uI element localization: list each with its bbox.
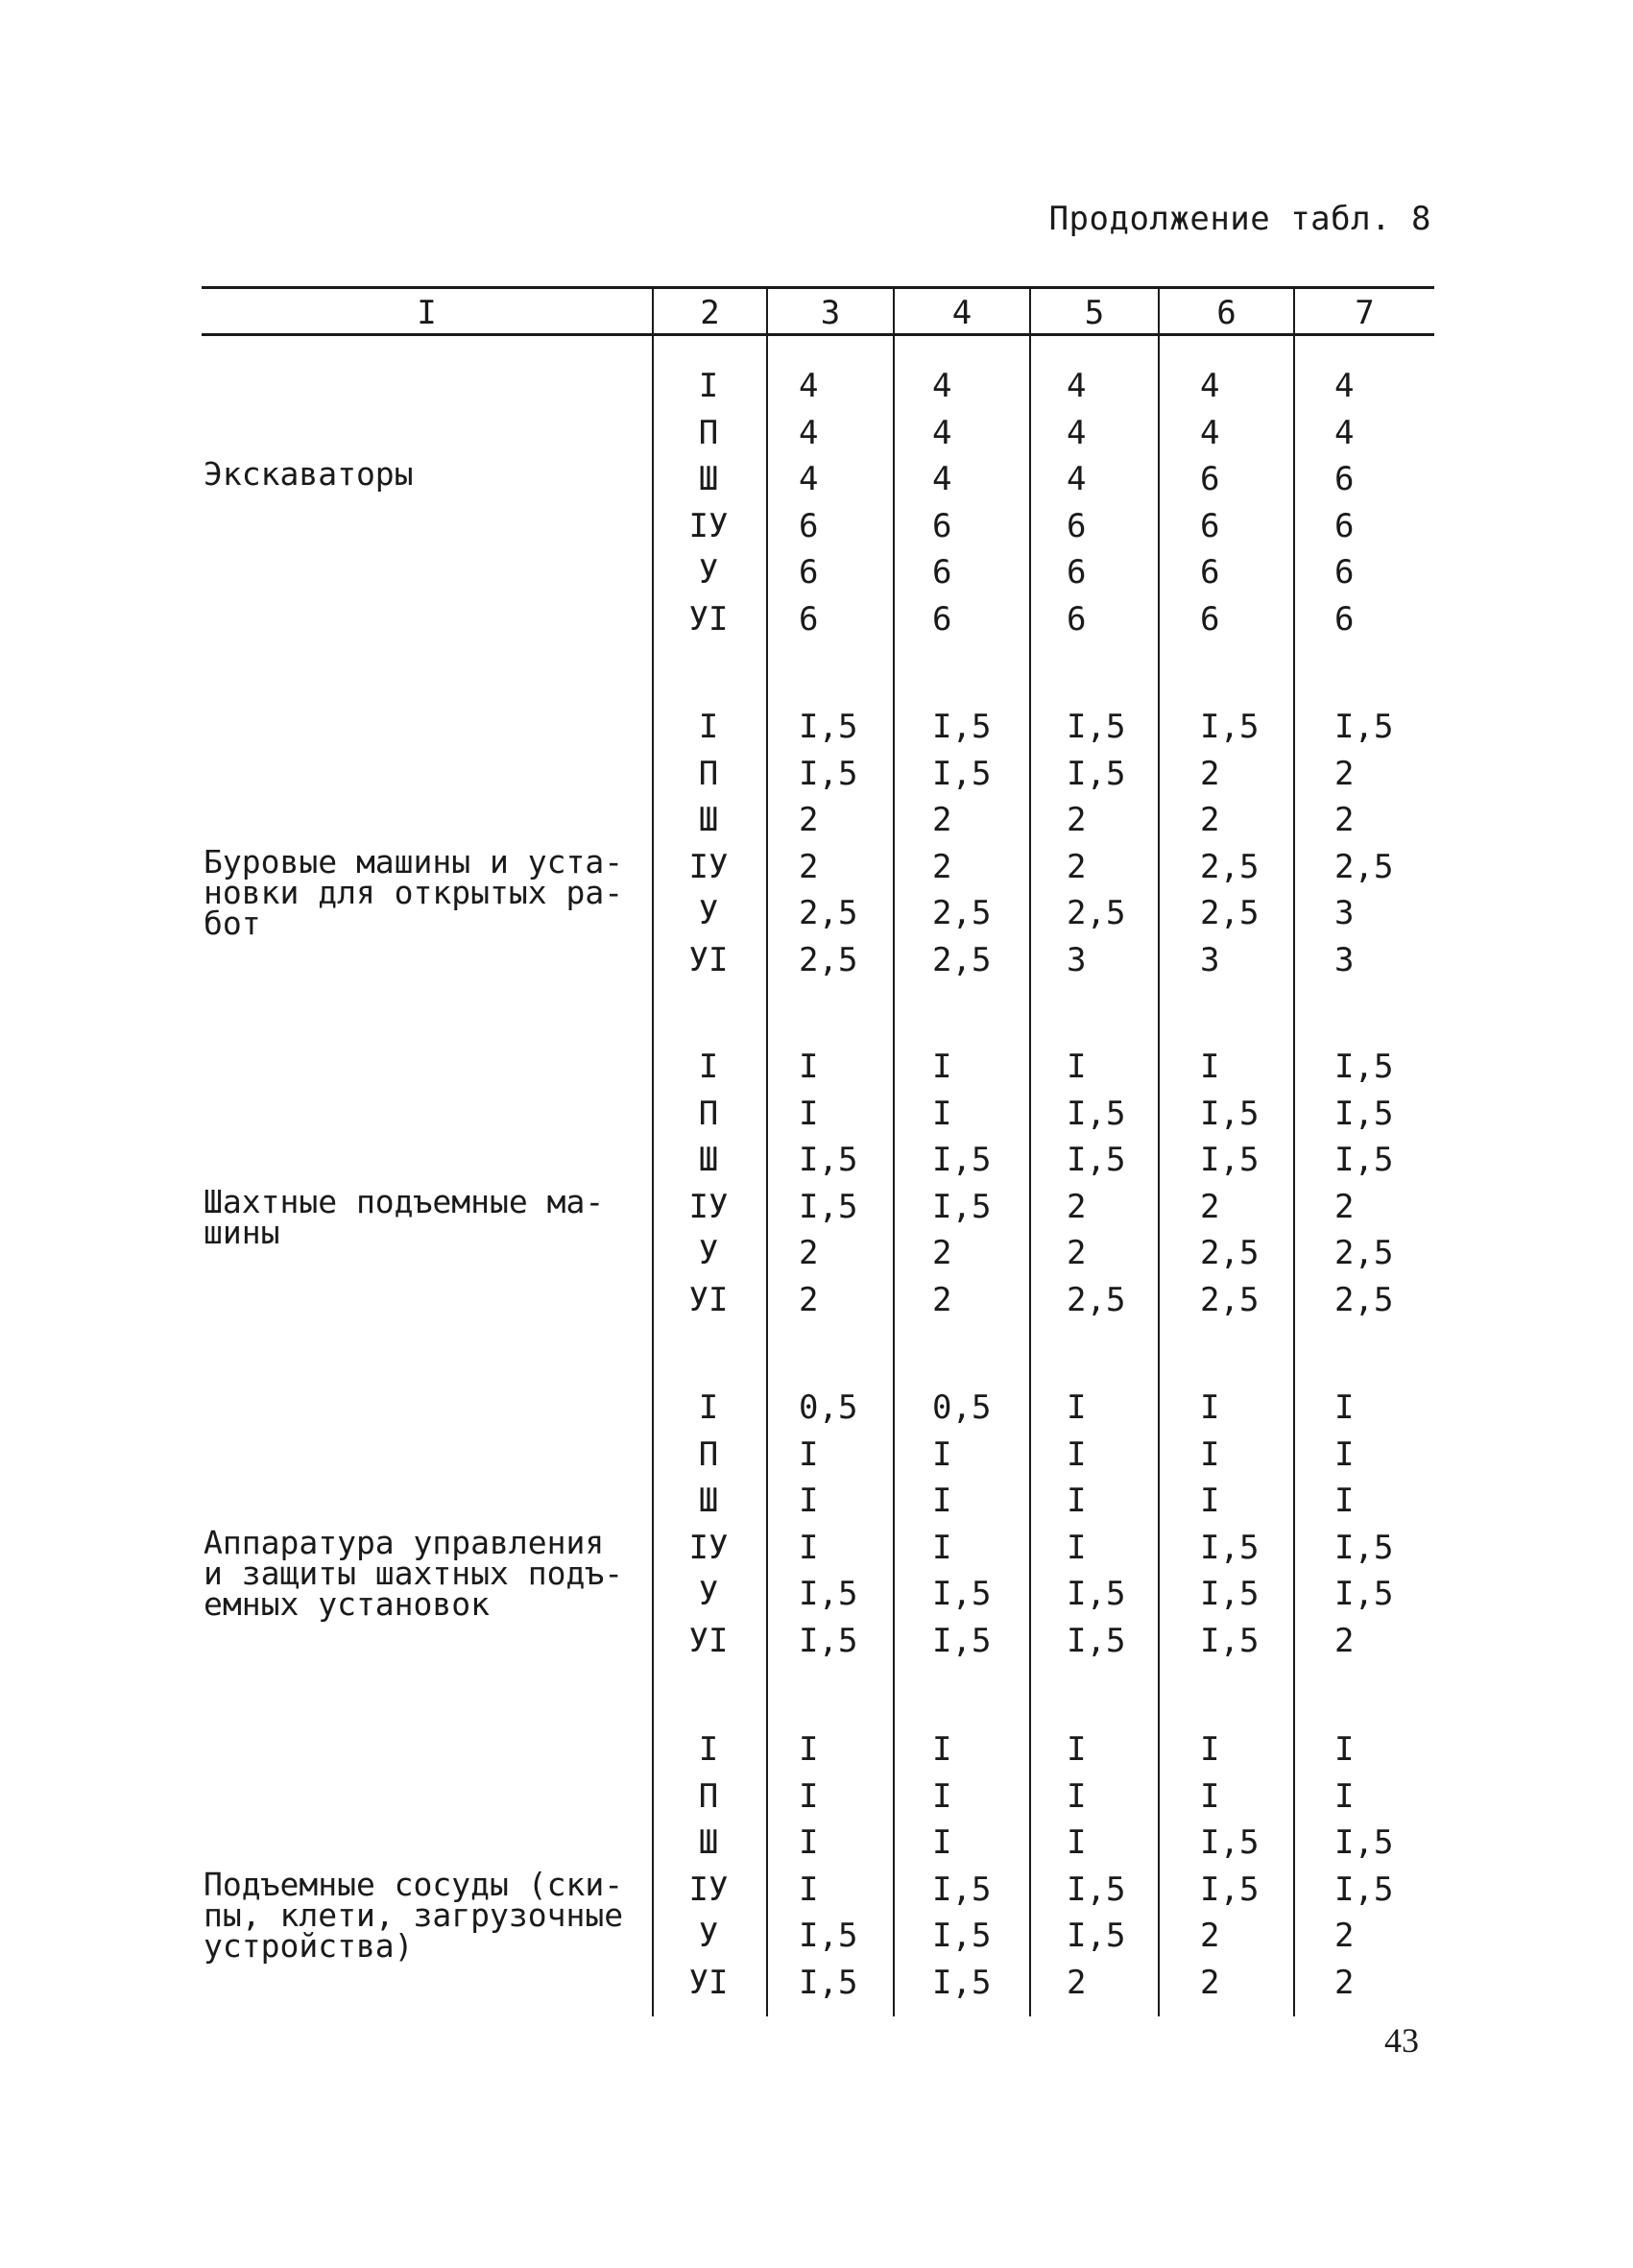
table-cell: 2 [1200, 1187, 1220, 1226]
row-category: УI [688, 941, 729, 979]
table-cell: I [1067, 1435, 1087, 1474]
row-category: УI [688, 1281, 729, 1319]
table-cell: 2 [1200, 801, 1220, 840]
table-cell: 6 [799, 506, 819, 545]
table-cell: 2 [932, 1234, 952, 1273]
table-cell: 6 [1067, 600, 1087, 639]
row-category: УI [688, 1622, 729, 1660]
table-cell: I,5 [799, 1622, 858, 1660]
table-cell: I,5 [1067, 754, 1126, 793]
table-cell: I,5 [932, 708, 992, 746]
table-cell: 3 [1334, 941, 1355, 979]
column-divider [652, 288, 654, 2016]
table-cell: 6 [1200, 460, 1220, 499]
table-cell: 3 [1334, 894, 1355, 933]
column-divider [1293, 288, 1295, 2016]
table-cell: I [1334, 1730, 1355, 1769]
row-category: П [698, 1094, 719, 1133]
page-number: 43 [1384, 2021, 1419, 2060]
table-cell: I,5 [932, 754, 992, 793]
row-category: IУ [688, 1528, 729, 1567]
table-cell: 6 [932, 600, 952, 639]
column-divider [893, 288, 895, 2016]
table-cell: I,5 [1067, 1870, 1126, 1909]
table-cell: 2 [932, 847, 952, 886]
table-cell: 4 [1334, 367, 1355, 405]
table-cell: I [932, 1482, 952, 1521]
table-top-rule [202, 286, 1434, 289]
table-cell: I,5 [1067, 1094, 1126, 1133]
table-cell: 4 [1067, 367, 1087, 405]
column-divider [1158, 288, 1160, 2016]
row-category: Ш [698, 1482, 719, 1521]
table-cell: 0,5 [932, 1388, 992, 1427]
column-header-6: 6 [1216, 294, 1237, 332]
table-cell: 4 [799, 367, 819, 405]
column-header-5: 5 [1084, 294, 1105, 332]
row-category: У [698, 894, 719, 933]
table-cell: I [1200, 1776, 1220, 1816]
table-cell: 6 [1334, 460, 1355, 499]
table-cell: 2,5 [932, 941, 992, 979]
table-cell: I [932, 1776, 952, 1816]
row-category: П [698, 413, 719, 452]
table-cell: 2 [1200, 754, 1220, 793]
table-cell: I [1200, 1048, 1220, 1086]
table-cell: I [1200, 1388, 1220, 1427]
row-category: IУ [688, 1870, 729, 1909]
table-cell: 2,5 [1334, 847, 1394, 886]
table-cell: I [932, 1048, 952, 1086]
table-cell: 2,5 [799, 941, 858, 979]
table-cell: 2 [1200, 1917, 1220, 1956]
table-cell: 2 [932, 1281, 952, 1319]
table-cell: 2 [1334, 1917, 1355, 1956]
table-cell: I [799, 1730, 819, 1769]
table-cell: I,5 [799, 1141, 858, 1180]
table-cell: I [799, 1482, 819, 1521]
table-cell: I [1067, 1823, 1087, 1863]
table-cell: I [1334, 1482, 1355, 1521]
row-category: I [698, 1730, 719, 1769]
table-cell: 3 [1200, 941, 1220, 979]
table-cell: I [1334, 1435, 1355, 1474]
table-cell: I [932, 1528, 952, 1567]
table-cell: I,5 [1200, 1575, 1260, 1614]
table-cell: I,5 [1200, 1622, 1260, 1660]
table-cell: 6 [1334, 553, 1355, 592]
table-cell: I [1067, 1048, 1087, 1086]
table-cell: 6 [1067, 553, 1087, 592]
equipment-group-name: Подъемные сосуды (ски- пы, клети, загрузочные устройства) [204, 1865, 624, 1965]
row-category: Ш [698, 460, 719, 499]
row-category: IУ [688, 1187, 729, 1226]
table-cell: 4 [932, 460, 952, 499]
table-cell: I,5 [1067, 708, 1126, 746]
table-cell: I [1067, 1388, 1087, 1427]
table-cell: I,5 [799, 754, 858, 793]
table-cell: I,5 [1334, 1870, 1394, 1909]
table-cell: 4 [799, 413, 819, 452]
table-cell: I [1067, 1730, 1087, 1769]
row-category: IУ [688, 847, 729, 886]
row-category: УI [688, 1964, 729, 2002]
column-header-3: 3 [820, 294, 841, 332]
table-cell: I [1067, 1528, 1087, 1567]
table-cell: 2 [1067, 1234, 1087, 1273]
table-cell: 4 [1067, 413, 1087, 452]
table-cell: 6 [1200, 553, 1220, 592]
equipment-group-name: Шахтные подъемные ма- шины [204, 1182, 605, 1251]
table-cell: 2 [1334, 1964, 1355, 2002]
table-cell: 6 [1200, 600, 1220, 639]
table-cell: I [932, 1435, 952, 1474]
table-cell: 4 [1200, 413, 1220, 452]
table-cell: I,5 [1200, 1870, 1260, 1909]
table-cell: 6 [1200, 506, 1220, 545]
table-cell: 6 [932, 553, 952, 592]
row-category: Ш [698, 1823, 719, 1863]
row-category: У [698, 1575, 719, 1614]
table-cell: I,5 [799, 1917, 858, 1956]
table-cell: 2,5 [1200, 847, 1260, 886]
table-cell: 0,5 [799, 1388, 858, 1427]
table-cell: 6 [1067, 506, 1087, 545]
table-cell: 2,5 [1200, 1281, 1260, 1319]
table-cell: 2 [1334, 1187, 1355, 1226]
table-cell: 2 [1334, 754, 1355, 793]
row-category: П [698, 1435, 719, 1474]
table-cell: I [932, 1730, 952, 1769]
table-cell: 6 [932, 506, 952, 545]
table-cell: 4 [799, 460, 819, 499]
table-cell: I,5 [1067, 1575, 1126, 1614]
table-cell: 2 [1067, 1187, 1087, 1226]
table-cell: I [1200, 1435, 1220, 1474]
table-cell: I [799, 1823, 819, 1863]
table-cell: I,5 [932, 1870, 992, 1909]
table-cell: I,5 [1200, 1141, 1260, 1180]
table-cell: 2,5 [1067, 894, 1126, 933]
table-cell: I,5 [1334, 1575, 1394, 1614]
table-cell: I,5 [932, 1917, 992, 1956]
row-category: IУ [688, 506, 729, 545]
row-category: П [698, 754, 719, 793]
table-cell: 2,5 [1067, 1281, 1126, 1319]
column-divider [766, 288, 768, 2016]
table-cell: I,5 [799, 1575, 858, 1614]
table-cell: I,5 [932, 1141, 992, 1180]
table-cell: I,5 [1334, 1823, 1394, 1863]
table-cell: I [799, 1435, 819, 1474]
row-category: I [698, 1048, 719, 1086]
table-cell: I,5 [932, 1964, 992, 2002]
table-cell: 2 [1067, 1964, 1087, 2002]
table-cell: 2 [799, 801, 819, 840]
table-cell: I [1200, 1482, 1220, 1521]
row-category: I [698, 1388, 719, 1427]
row-category: Ш [698, 1141, 719, 1180]
table-cell: I,5 [1334, 1094, 1394, 1133]
table-cell: 2 [1067, 847, 1087, 886]
table-cell: 2,5 [1334, 1281, 1394, 1319]
table-cell: I,5 [1200, 708, 1260, 746]
table-cell: 4 [932, 367, 952, 405]
table-cell: 6 [1334, 600, 1355, 639]
table-cell: I [799, 1870, 819, 1909]
equipment-group-name: Экскаваторы [204, 455, 414, 494]
table-cell: 3 [1067, 941, 1087, 979]
table-cell: I,5 [1200, 1094, 1260, 1133]
row-category: I [698, 708, 719, 746]
table-cell: I,5 [1067, 1917, 1126, 1956]
row-category: У [698, 1234, 719, 1273]
table-cell: 2 [932, 801, 952, 840]
table-cell: I [799, 1048, 819, 1086]
table-cell: I [1200, 1730, 1220, 1769]
row-category: П [698, 1776, 719, 1816]
equipment-group-name: Буровые машины и уста- новки для открытых ра- бот [204, 842, 624, 942]
column-header-7: 7 [1355, 294, 1375, 332]
table-cell: 6 [799, 600, 819, 639]
table-cell: 4 [1067, 460, 1087, 499]
table-cell: I [1067, 1482, 1087, 1521]
table-cell: I,5 [932, 1622, 992, 1660]
table-cell: 2,5 [1200, 1234, 1260, 1273]
row-category: У [698, 553, 719, 592]
row-category: У [698, 1917, 719, 1956]
table-caption: Продолжение табл. 8 [1048, 200, 1431, 238]
table-header-rule [202, 333, 1434, 336]
table-cell: 2 [799, 1281, 819, 1319]
table-cell: I,5 [799, 1964, 858, 2002]
row-category: УI [688, 600, 729, 639]
table-cell: I,5 [1334, 1528, 1394, 1567]
row-category: I [698, 367, 719, 405]
table-cell: I,5 [932, 1575, 992, 1614]
table-cell: 2 [1200, 1964, 1220, 2002]
table-cell: 2,5 [1200, 894, 1260, 933]
column-header-1: I [417, 294, 437, 332]
table-cell: 2 [1334, 1622, 1355, 1660]
table-cell: 2 [799, 1234, 819, 1273]
table-cell: 2 [1334, 801, 1355, 840]
table-cell: I [799, 1094, 819, 1133]
column-header-4: 4 [951, 294, 973, 332]
table-cell: 4 [1334, 413, 1355, 452]
table-cell: I,5 [1200, 1823, 1260, 1863]
table-cell: I [1067, 1776, 1087, 1816]
table-cell: I [799, 1528, 819, 1567]
table-cell: I,5 [1334, 708, 1394, 746]
table-cell: 2,5 [799, 894, 858, 933]
table-cell: 6 [1334, 506, 1355, 545]
table-cell: I [799, 1776, 819, 1816]
table-cell: I,5 [932, 1187, 992, 1226]
table-cell: I,5 [1067, 1622, 1126, 1660]
table-cell: 6 [799, 553, 819, 592]
table-cell: 2,5 [932, 894, 992, 933]
table-cell: I,5 [1334, 1141, 1394, 1180]
table-cell: I,5 [1200, 1528, 1260, 1567]
table-cell: 2,5 [1334, 1234, 1394, 1273]
table-cell: 2 [799, 847, 819, 886]
column-header-2: 2 [700, 294, 720, 332]
table-cell: 2 [1067, 801, 1087, 840]
column-divider [1029, 288, 1031, 2016]
table-cell: I,5 [799, 1187, 858, 1226]
row-category: Ш [698, 801, 719, 840]
table-cell: I [1334, 1388, 1355, 1427]
table-cell: I,5 [799, 708, 858, 746]
table-cell: 4 [932, 413, 952, 452]
table-cell: I,5 [1334, 1048, 1394, 1086]
table-cell: I [932, 1094, 952, 1133]
table-cell: I,5 [1067, 1141, 1126, 1180]
table-cell: I [1334, 1776, 1355, 1816]
table-cell: 4 [1200, 367, 1220, 405]
table-cell: I [932, 1823, 952, 1863]
equipment-group-name: Аппаратура управления и защиты шахтных подъ- емных установок [204, 1523, 624, 1623]
